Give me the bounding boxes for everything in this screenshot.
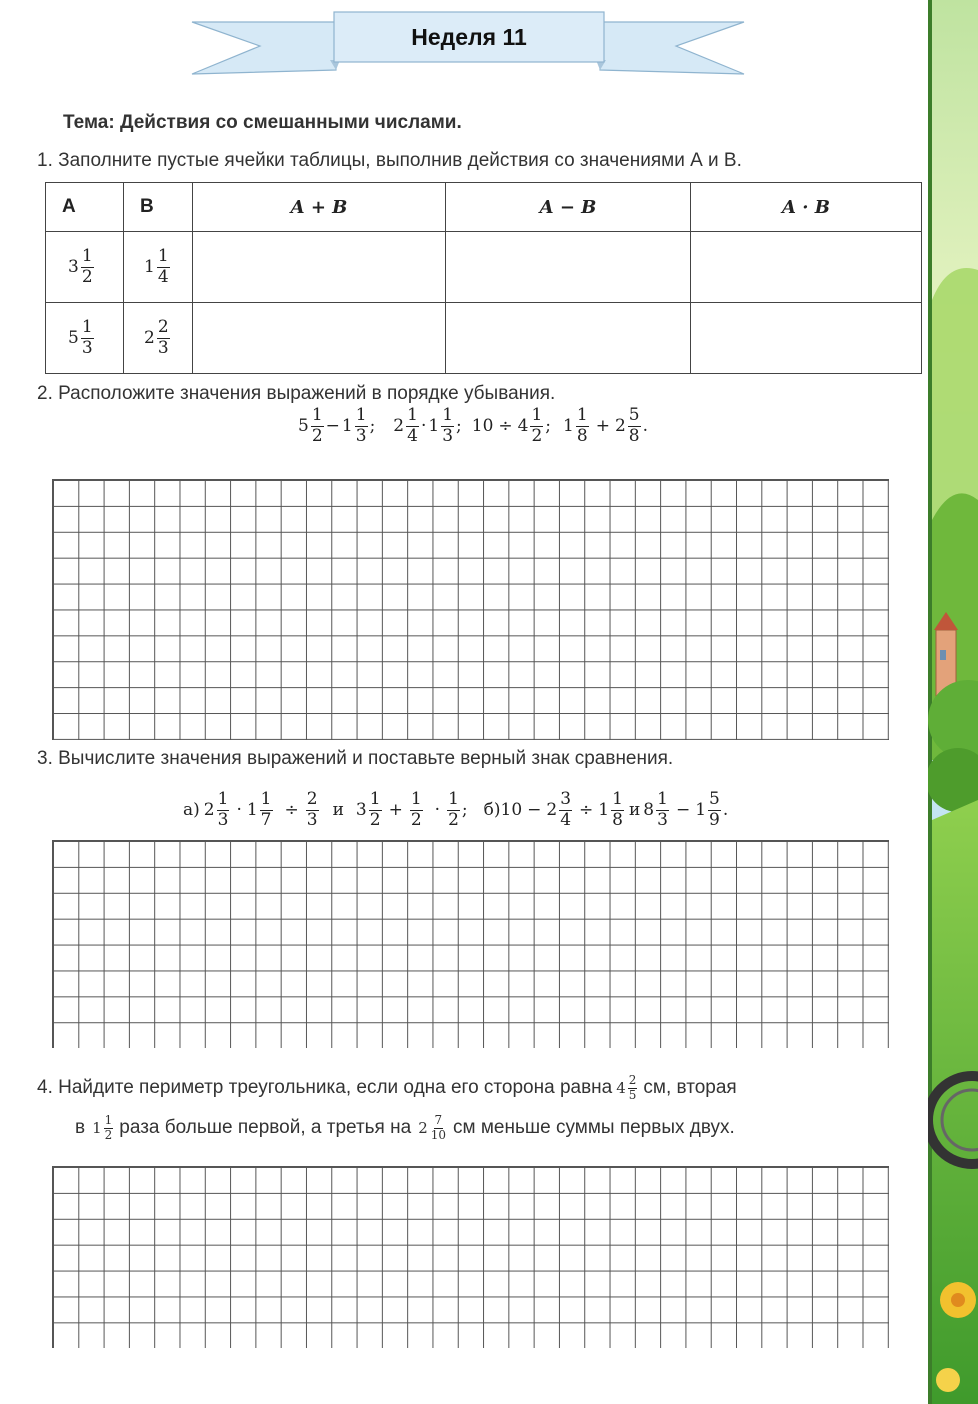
denominator: 3 (355, 425, 367, 446)
fraction (430, 1114, 447, 1143)
whole-part: 5 (298, 416, 309, 437)
mixed-number (46, 247, 96, 287)
task3-expressions (183, 790, 728, 830)
operator: + (388, 800, 403, 821)
numerator: 1 (157, 245, 169, 266)
whole-part: 2 (144, 328, 155, 348)
separator: ; (461, 800, 468, 821)
numerator: 1 (217, 789, 229, 809)
whole-part: 1 (341, 416, 353, 437)
numerator: 1 (576, 405, 588, 425)
whole-part: 1 (428, 416, 440, 437)
fraction (157, 247, 170, 287)
whole-part: 1 (246, 800, 258, 821)
answer-cell-product[interactable] (691, 303, 922, 374)
denominator: 3 (81, 337, 93, 358)
numerator: 1 (355, 405, 367, 425)
item-label: а) (183, 800, 200, 821)
whole-number: 10 (471, 416, 494, 437)
task2-answer-grid[interactable] (52, 479, 889, 740)
numerator: 5 (628, 405, 640, 425)
whole-part: 5 (68, 328, 79, 348)
cell-b-value (124, 303, 193, 374)
denominator: 2 (369, 809, 381, 830)
task4-instruction-unit: см, вторая (643, 1077, 737, 1099)
fraction (355, 406, 368, 446)
operator: ÷ (284, 800, 299, 821)
mixed-number (124, 247, 172, 287)
fraction (530, 406, 543, 446)
denominator: 4 (407, 425, 418, 446)
denominator: 2 (410, 809, 422, 830)
numerator: 1 (81, 245, 93, 266)
whole-part: 1 (144, 257, 155, 277)
numerator: 5 (709, 789, 720, 809)
denominator: 7 (260, 809, 272, 830)
whole-part: 2 (418, 1119, 428, 1138)
whole-part: 3 (68, 257, 79, 277)
denominator: 5 (628, 1087, 637, 1102)
numerator: 1 (369, 789, 381, 809)
task1-table (45, 182, 922, 374)
task2-expressions (298, 406, 648, 446)
denominator: 9 (709, 809, 720, 830)
whole-part: 1 (563, 416, 574, 437)
topic-heading: Тема: Действия со смешанными числами. (63, 112, 462, 133)
fraction (157, 318, 170, 358)
whole-part: 1 (598, 800, 610, 821)
conjunction: и (628, 800, 641, 821)
fraction (576, 406, 589, 446)
numerator: 7 (434, 1113, 443, 1127)
numerator: 1 (448, 789, 459, 809)
conjunction: и (332, 800, 344, 821)
denominator: 3 (217, 809, 229, 830)
whole-part: 4 (517, 416, 529, 437)
numerator: 1 (104, 1113, 113, 1127)
fraction (559, 790, 572, 830)
mixed-number (46, 318, 96, 358)
numerator: 1 (81, 316, 93, 337)
table-header-row (46, 183, 922, 232)
expression-3 (472, 406, 563, 446)
fraction (410, 790, 423, 830)
numerator: 1 (260, 789, 272, 809)
operator: ÷ (498, 416, 513, 437)
whole-part: 1 (695, 800, 707, 821)
fraction (447, 790, 460, 830)
fraction (81, 318, 94, 358)
answer-cell-sum[interactable] (193, 303, 446, 374)
answer-cell-product[interactable] (691, 232, 922, 303)
fraction (81, 247, 94, 287)
denominator: 8 (628, 425, 640, 446)
numerator: 1 (407, 405, 418, 425)
whole-part: 2 (393, 416, 405, 437)
denominator: 2 (311, 425, 323, 446)
separator: ; (545, 416, 552, 437)
numerator: 1 (311, 405, 323, 425)
fraction (406, 406, 419, 446)
numerator: 2 (306, 789, 318, 809)
separator: ; (456, 416, 462, 437)
column-header-b: В (124, 183, 193, 232)
separator: . (642, 416, 648, 437)
denominator: 2 (531, 425, 543, 446)
mixed-number (124, 318, 172, 358)
denominator: 3 (306, 809, 318, 830)
task4-instruction-start: 4. Найдите периметр треугольника, если одна его сторона равна (37, 1077, 613, 1099)
fraction (611, 790, 624, 830)
fraction (441, 406, 454, 446)
table-row (46, 232, 922, 303)
answer-cell-difference[interactable] (446, 303, 691, 374)
numerator: 1 (410, 789, 422, 809)
operator: · (420, 416, 427, 437)
whole-number: 10 (500, 800, 523, 821)
expression-4 (563, 406, 648, 446)
whole-part: 2 (203, 800, 215, 821)
task3-instruction: 3. Вычислите значения выражений и поставьте верный знак сравнения. (37, 748, 674, 769)
whole-part: 8 (643, 800, 655, 821)
denominator: 4 (157, 266, 169, 287)
task4-line-1 (37, 1074, 737, 1103)
table-row (46, 303, 922, 374)
cell-b-value (124, 232, 193, 303)
cell-a-value (46, 303, 124, 374)
denominator: 3 (657, 809, 668, 830)
denominator: 3 (442, 425, 454, 446)
expression-a (183, 790, 484, 830)
task1-instruction: 1. Заполните пустые ячейки таблицы, выполнив действия со значениями А и В. (37, 150, 742, 171)
fraction (311, 406, 324, 446)
denominator: 8 (612, 809, 623, 830)
item-label: б) (483, 800, 501, 821)
denominator: 2 (81, 266, 93, 287)
operator: ÷ (579, 800, 594, 821)
answer-cell-difference[interactable] (446, 232, 691, 303)
denominator: 3 (157, 337, 169, 358)
fraction (306, 790, 319, 830)
task4-instruction-middle: раза больше первой, а третья на (119, 1117, 412, 1139)
whole-part: 1 (92, 1119, 102, 1138)
mixed-number (418, 1114, 449, 1143)
denominator: 10 (430, 1127, 447, 1142)
column-header-product: A · B (691, 183, 922, 232)
whole-part: 3 (355, 800, 367, 821)
fraction (628, 1074, 638, 1103)
column-header-a: А (46, 183, 124, 232)
task3-answer-grid[interactable] (52, 840, 889, 1048)
column-header-sum: A + B (193, 183, 446, 232)
whole-part: 2 (614, 416, 626, 437)
operator: · (236, 800, 242, 821)
answer-cell-sum[interactable] (193, 232, 446, 303)
operator: · (434, 800, 441, 821)
fraction (369, 790, 382, 830)
denominator: 2 (448, 809, 459, 830)
task4-line-2 (75, 1114, 735, 1143)
numerator: 1 (657, 789, 668, 809)
denominator: 8 (576, 425, 588, 446)
cell-a-value (46, 232, 124, 303)
numerator: 1 (442, 405, 454, 425)
decorative-illustration (928, 0, 978, 1404)
fraction (656, 790, 669, 830)
expression-2 (393, 406, 471, 446)
task4-instruction-word: в (75, 1117, 86, 1139)
numerator: 1 (531, 405, 543, 425)
fraction (104, 1114, 114, 1143)
fraction (628, 406, 641, 446)
mixed-number (92, 1114, 115, 1143)
whole-part: 4 (616, 1079, 626, 1098)
expression-b (484, 790, 729, 830)
task2-instruction: 2. Расположите значения выражений в порядке убывания. (37, 383, 556, 404)
denominator: 2 (104, 1127, 113, 1142)
numerator: 2 (157, 316, 169, 337)
denominator: 4 (560, 809, 572, 830)
whole-part: 2 (546, 800, 558, 821)
column-header-difference: A − B (446, 183, 691, 232)
task4-answer-grid[interactable] (52, 1166, 889, 1348)
numerator: 1 (612, 789, 623, 809)
numerator: 3 (560, 789, 572, 809)
expression-1 (298, 406, 393, 446)
fraction (260, 790, 273, 830)
page-title: Неделя 11 (411, 24, 527, 50)
separator: ; (369, 416, 376, 437)
operator: − (675, 800, 691, 821)
task4-instruction-end: см меньше суммы первых двух. (453, 1117, 735, 1139)
operator: − (527, 800, 542, 821)
fraction (217, 790, 230, 830)
operator: + (595, 416, 610, 437)
numerator: 2 (628, 1073, 637, 1087)
mixed-number (616, 1074, 639, 1103)
fraction (708, 790, 721, 830)
separator: . (722, 800, 729, 821)
operator: − (325, 416, 340, 437)
